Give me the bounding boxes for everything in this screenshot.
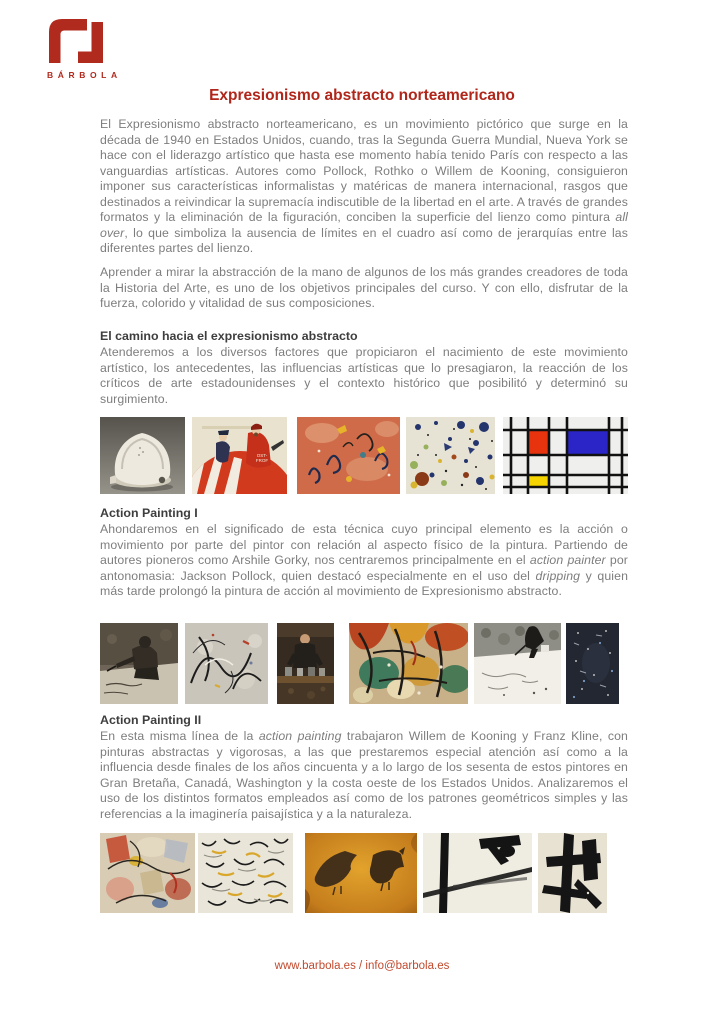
section-heading-action-painting-1: Action Painting I (100, 506, 198, 520)
colorful-abstract-painting (349, 623, 468, 704)
orange-figures-abstract-painting (297, 417, 400, 494)
drip-yellow-black-image (198, 833, 293, 913)
pollock-pouring-canvas-photo (474, 623, 561, 704)
section-heading-camino: El camino hacia el expresionismo abstracto (100, 329, 358, 343)
kline-grid-painting (538, 833, 607, 913)
birds-amber-image (305, 833, 417, 913)
kline-black-strokes-painting (423, 833, 532, 913)
colorful-abstract-image (349, 623, 468, 704)
illustration-caption-line2: FROF (255, 458, 269, 463)
dark-drip-image (566, 623, 619, 704)
satirical-illustration-image (192, 417, 287, 494)
footer-website-link[interactable]: www.barbola.es (274, 960, 356, 972)
illustration-caption-line1: OST- (256, 453, 268, 458)
duchamp-fountain-photo (100, 417, 185, 494)
barbola-logo-text: BÁRBOLA (47, 70, 122, 80)
section-body-action-painting-1: Ahondaremos en el significado de esta técnica cuyo principal elemento es la acción o movimiento por parte del pintor con relación al aspecto físico de la pintura. Partiendo de autores pioneros como Arshile Gorky, nos centraremos principalmente en el action painter por antonomasia: Jackson Pollock, quien destacó especialmente en el uso del dripping y quien más tarde prolongó la pintura de acción al movimiento de Expresionismo abstracto. (100, 522, 629, 598)
footer-email-link[interactable]: info@barbola.es (365, 960, 450, 972)
dotted-abstract-image (406, 417, 495, 494)
gallery-row-2 (100, 623, 619, 704)
pollock-crouching-photo (100, 623, 178, 704)
intro-paragraph-1: El Expresionismo abstracto norteamericano, es un movimiento pictórico que surge en la década de 1940 en Estados Unidos, cuando, tras la Segunda Guerra Mundial, Nueva York se hace con el liderazgo artístico que hasta ese momento había tenido París con respecto a las vanguardias artísticas. Autores como Pollock, Rothko o Willem de Kooning, consiguieron imponer sus características informalistas y matéricas de manera internacional, rasgos que destinados a reivindicar la supremacía indiscutible de la libertad en el arte. A través de grandes formatos y la eliminación de la figuración, conciben la superficie del lienzo como pintura all over, lo que simboliza la ausencia de límites en el cuadro así como de jerarquías entre las diferentes partes del lienzo. (100, 117, 628, 255)
mondrian-image (503, 417, 628, 494)
footer (0, 960, 724, 972)
section-body-action-painting-2: En esta misma línea de la action painting trabajaron Willem de Kooning y Franz Kline, con pinturas abstractas y vigorosas, a las que prestaremos especial atención así como a la influencia desde finales de los años cincuenta y a lo largo de los sesenta de estos pintores en Gran Bretaña, Canadá, Washington y la costa oeste de los Estados Unidos. Analizaremos el uso de los distintos formatos empleados así como de los patrones geométricos simples y las referencias a la imaginería paisajística y a la naturaleza. (100, 729, 628, 821)
barbola-logo-mark-icon (45, 13, 105, 67)
de-kooning-abstract-painting (100, 833, 195, 913)
barbola-logo (45, 13, 122, 80)
satirical-red-globe-illustration (192, 417, 287, 494)
dark-drip-painting (566, 623, 619, 704)
gray-drip-image (185, 623, 268, 704)
drip-painting-yellow-black (198, 833, 293, 913)
intro-paragraph-2: Aprender a mirar la abstracción de la mano de algunos de los más grandes creadores de toda la Historia del Arte, es uno de los objetivos principales del curso. Y con ello, disfrutar de la fuerza, colorido y vitalidad de sus composiciones. (100, 265, 628, 310)
dotted-abstract-painting (406, 417, 495, 494)
birds-on-amber-painting (305, 833, 417, 913)
section-body-camino: Atenderemos a los diversos factores que propiciaron el nacimiento de este movimiento artístico, los antecedentes, las influencias artísticas que lo presagiaron, la reacción de los críticos de arte estadounidenses y el contexto histórico que posibilitó y determinó su surgimiento. (100, 345, 628, 406)
gallery-row-3 (100, 833, 607, 913)
pollock-studio-image (277, 623, 334, 704)
footer-separator: / (355, 960, 366, 972)
page-title: Expresionismo abstracto norteamericano (209, 87, 515, 104)
mondrian-composition-painting (503, 417, 628, 494)
section-heading-action-painting-2: Action Painting II (100, 713, 202, 727)
gray-drip-painting (185, 623, 268, 704)
kline-strokes-image (423, 833, 532, 913)
kline-grid-image (538, 833, 607, 913)
pollock-studio-photo (277, 623, 334, 704)
duchamp-fountain-image (100, 417, 185, 494)
pollock-pouring-image (474, 623, 561, 704)
pollock-crouching-image (100, 623, 178, 704)
orange-abstract-image (297, 417, 400, 494)
gallery-row-1 (100, 417, 628, 494)
de-kooning-image (100, 833, 195, 913)
